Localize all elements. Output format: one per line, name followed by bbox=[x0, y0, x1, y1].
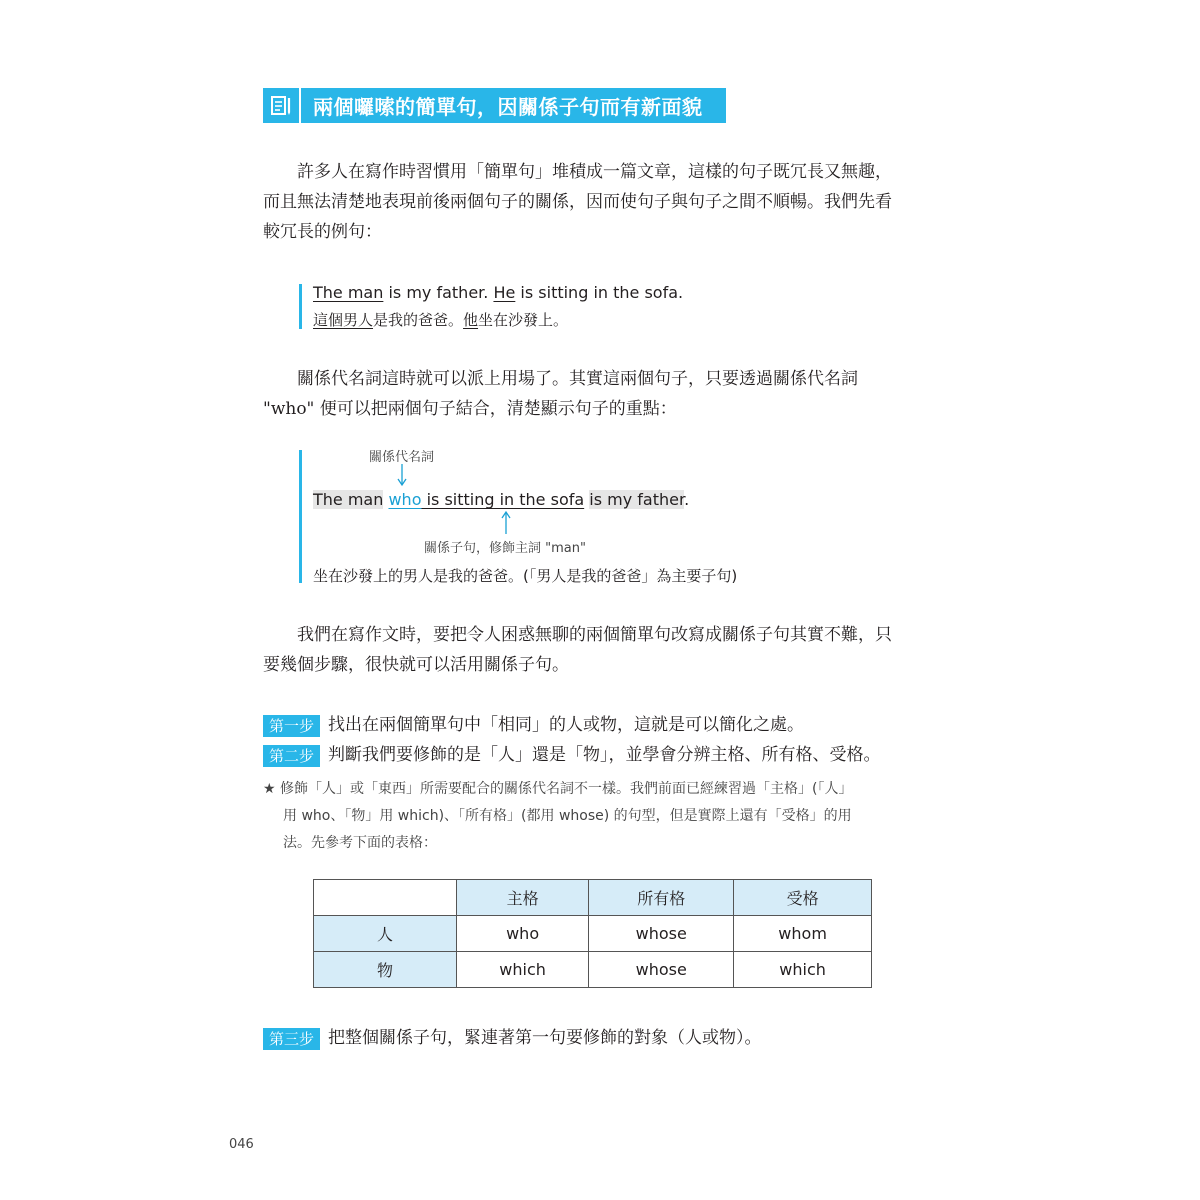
table-cell: who bbox=[457, 916, 589, 952]
example-1-quote-bar bbox=[299, 284, 302, 329]
section-title: 兩個囉嗦的簡單句，因關係子句而有新面貌 bbox=[313, 95, 703, 119]
step-1 bbox=[263, 710, 804, 740]
para3-line-1: 我們在寫作文時，要把令人困惑無聊的兩個簡單句改寫成關係子句其實不難，只 bbox=[297, 625, 892, 645]
example-2-quote-bar bbox=[299, 450, 302, 583]
para2-line-1: 關係代名詞這時就可以派上用場了。其實這兩個句子，只要透過關係代名詞 bbox=[297, 369, 858, 389]
table-cell: whom bbox=[734, 916, 872, 952]
table-header-cell: 受格 bbox=[734, 880, 872, 916]
step-2-text: 判斷我們要修飾的是「人」還是「物」，並學會分辨主格、所有格、受格。 bbox=[328, 745, 881, 765]
step-2 bbox=[263, 740, 881, 770]
intro-line-3: 較冗長的例句： bbox=[263, 222, 382, 242]
example-2-chinese: 坐在沙發上的男人是我的爸爸。(「男人是我的爸爸」為主要子句) bbox=[313, 567, 738, 585]
step-3 bbox=[263, 1023, 762, 1053]
relative-pronoun-table bbox=[313, 879, 872, 988]
para2-line-2: "who" 便可以把兩個句子結合，清楚顯示句子的重點： bbox=[263, 399, 677, 419]
table-row-label: 物 bbox=[314, 952, 457, 988]
table-cell: whose bbox=[589, 916, 734, 952]
note-line-1: ★ 修飾「人」或「東西」所需要配合的關係代名詞不一樣。我們前面已經練習過「主格」(「人」 bbox=[263, 781, 853, 797]
table-header-cell: 主格 bbox=[457, 880, 589, 916]
para3-line-2: 要幾個步驟，很快就可以活用關係子句。 bbox=[263, 655, 569, 675]
example-2-english: The man who is sitting in the sofa is my father. bbox=[313, 490, 690, 509]
arrow-down-icon bbox=[395, 464, 409, 488]
table-corner-cell bbox=[314, 880, 457, 916]
example-1-english: The man is my father. He is sitting in the sofa. bbox=[313, 283, 684, 302]
example-1-chinese: 這個男人是我的爸爸。他坐在沙發上。 bbox=[313, 311, 569, 329]
relative-clause: is sitting in the sofa bbox=[421, 490, 585, 509]
note-line-2: 用 who、「物」用 which)、「所有格」(都用 whose) 的句型，但是實際上還有「受格」的用 bbox=[283, 808, 852, 824]
table-row bbox=[314, 916, 872, 952]
section-title-banner bbox=[263, 88, 726, 123]
table-cell: which bbox=[734, 952, 872, 988]
table-header-cell: 所有格 bbox=[589, 880, 734, 916]
label-relative-pronoun: 關係代名詞 bbox=[369, 450, 435, 465]
step-3-text: 把整個關係子句，緊連著第一句要修飾的對象（人或物）。 bbox=[328, 1028, 762, 1048]
step-1-badge: 第一步 bbox=[263, 715, 320, 737]
document-edit-icon bbox=[263, 88, 299, 123]
relative-pronoun-who: who bbox=[388, 490, 422, 509]
subject-he: He bbox=[493, 283, 516, 302]
intro-line-2: 而且無法清楚地表現前後兩個句子的關係，因而使句子與句子之間不順暢。我們先看 bbox=[263, 192, 892, 212]
intro-line-1: 許多人在寫作時習慣用「簡單句」堆積成一篇文章，這樣的句子既冗長又無趣， bbox=[297, 162, 892, 182]
page-number: 046 bbox=[229, 1137, 254, 1152]
table-cell: which bbox=[457, 952, 589, 988]
step-1-text: 找出在兩個簡單句中「相同」的人或物，這就是可以簡化之處。 bbox=[328, 715, 805, 735]
table-header-row bbox=[314, 880, 872, 916]
subject-the-man: The man bbox=[313, 283, 384, 302]
table-row bbox=[314, 952, 872, 988]
note-line-3: 法。先參考下面的表格： bbox=[283, 835, 437, 851]
arrow-up-icon bbox=[499, 510, 513, 534]
table-cell: whose bbox=[589, 952, 734, 988]
label-relative-clause: 關係子句，修飾主詞 "man" bbox=[424, 541, 586, 556]
step-2-badge: 第二步 bbox=[263, 745, 320, 767]
table-row-label: 人 bbox=[314, 916, 457, 952]
step-3-badge: 第三步 bbox=[263, 1028, 320, 1050]
